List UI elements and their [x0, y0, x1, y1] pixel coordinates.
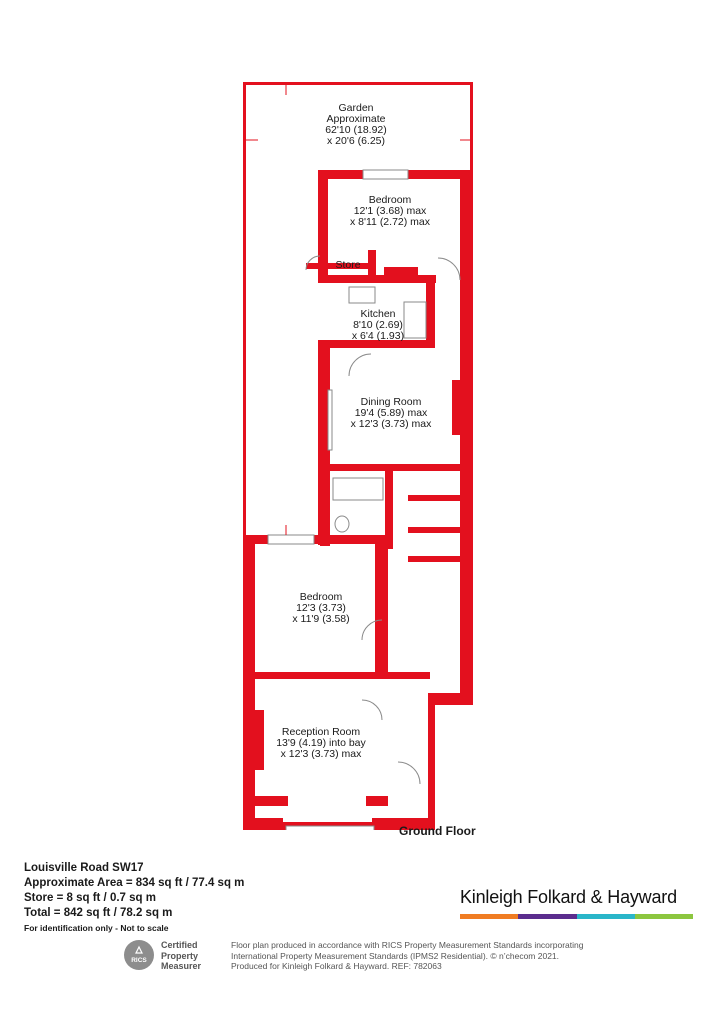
property-info: [24, 861, 324, 933]
floor-label: Ground Floor: [399, 824, 476, 838]
hall-cupboard-wall-3: [408, 556, 462, 562]
rics-logo-text: RICS: [131, 957, 147, 964]
rics-line: Certified: [161, 940, 198, 950]
store-area: Store = 8 sq ft / 0.7 sq m: [24, 892, 156, 904]
room-label-line: x 20'6 (6.25): [326, 135, 386, 147]
hall-cupboard-wall-2: [408, 527, 462, 533]
bedroom-window: [268, 535, 314, 544]
rics-logo-icon: [124, 940, 154, 970]
brand-bar-segment: [577, 914, 635, 919]
room-label-kitchen: [352, 308, 404, 342]
room-label-line: Approximate: [326, 113, 386, 125]
total-area: Total = 842 sq ft / 78.2 sq m: [24, 907, 173, 919]
disclaimer-line: Floor plan produced in accordance with RICS Property Measurement Standards incorporating: [231, 940, 584, 950]
address: Louisville Road SW17: [24, 862, 144, 874]
room-label-garden: [325, 102, 387, 147]
room-label-line: 12'3 (3.73): [296, 602, 346, 614]
dining-bottom-wall: [318, 464, 462, 471]
hob-icon: [404, 302, 426, 338]
side-window: [328, 390, 332, 450]
kitchen-door-swing: [349, 354, 371, 376]
bay-left: [243, 818, 283, 830]
brand-color-bar: [460, 914, 693, 919]
room-label-line: Dining Room: [360, 396, 422, 408]
brand-bar-segment: [635, 914, 693, 919]
bathroom-right-wall: [385, 471, 393, 549]
reception-door-swing: [362, 700, 382, 720]
room-label-line: x 11'9 (3.58): [292, 613, 350, 625]
right-exterior-wall: [460, 170, 473, 705]
front-bedroom-right-wall: [375, 544, 388, 674]
kitchen-top-wall: [318, 275, 436, 283]
room-label-line: x 8'11 (2.72) max: [349, 216, 431, 228]
brand-bar-segment: [460, 914, 518, 919]
room-label-dining: [351, 396, 433, 430]
rics-line: Measurer: [161, 961, 202, 971]
garden-top-boundary: [243, 82, 473, 85]
room-label-line: x 12'3 (3.73) max: [350, 418, 432, 430]
room-label-line: 8'10 (2.69): [353, 319, 403, 331]
disclaimer-line: International Property Measurement Standards (IPMS2 Residential). © n’checom 2021.: [231, 950, 560, 961]
exterior-walls: [243, 82, 473, 830]
disclaimer-line: Produced for Kinleigh Folkard & Hayward. REF: 782063: [231, 961, 442, 971]
room-label-line: Bedroom: [368, 194, 412, 206]
front-bedroom-top-wall: [243, 535, 388, 544]
room-label-line: Garden: [338, 102, 374, 114]
room-label-line: x 6'4 (1.93): [351, 330, 405, 342]
scale-note: For identification only - Not to scale: [24, 923, 169, 933]
room-label-bedroom-front: [292, 591, 349, 625]
room-label-line: Bedroom: [299, 591, 343, 603]
fixtures: [246, 85, 470, 830]
garden-right-boundary: [470, 82, 473, 177]
front-door-swing: [398, 762, 420, 784]
room-label-line: Reception Room: [281, 726, 361, 738]
bay-left-angle: [243, 796, 288, 806]
kitchen-right-wall: [426, 275, 435, 348]
brand-bar-segment: [518, 914, 576, 919]
bath-icon: [333, 478, 383, 500]
brand-name: Kinleigh Folkard & Hayward: [460, 887, 677, 907]
side-return-bottom-wall: [430, 693, 473, 705]
room-label-line: 62'10 (18.92): [325, 124, 387, 136]
reception-chimney-breast: [250, 710, 264, 770]
front-left-wall: [243, 535, 255, 830]
room-label-line: 19'4 (5.89) max: [354, 407, 428, 419]
rear-bedroom-door-swing: [438, 258, 460, 280]
room-label-reception: [276, 726, 366, 760]
bay-window: [286, 826, 374, 830]
chimney-breast: [384, 267, 418, 281]
rics-certification: [161, 940, 201, 972]
room-label-line: 12'1 (3.68) max: [353, 205, 427, 217]
side-return-wall: [428, 693, 435, 830]
approx-area: Approximate Area = 834 sq ft / 77.4 sq m: [24, 877, 245, 889]
sink-icon: [349, 287, 375, 303]
brand-logo: [460, 887, 693, 919]
disclaimer: [231, 940, 591, 972]
bathroom-left-wall: [320, 471, 330, 546]
rics-line: Property: [161, 950, 199, 961]
dining-chimney-breast: [452, 380, 462, 435]
room-label-bedroom-rear: [350, 194, 431, 228]
room-label-line: x 12'3 (3.73) max: [280, 748, 362, 760]
room-label-line: Store: [335, 259, 361, 271]
rics-badge: [124, 940, 222, 972]
bedroom-reception-wall: [250, 672, 430, 679]
hall-cupboard-wall-1: [408, 495, 462, 501]
room-labels: [276, 102, 432, 760]
room-label-line: 13'9 (4.19) into bay: [276, 737, 366, 749]
rear-window: [363, 170, 408, 179]
bay-right-angle: [366, 796, 388, 806]
room-label-store: [335, 259, 360, 271]
store-right-wall: [368, 250, 376, 278]
garden-left-boundary: [243, 82, 246, 538]
room-label-line: Kitchen: [360, 308, 396, 320]
rics-mark-icon: [134, 945, 144, 955]
toilet-icon: [335, 516, 349, 532]
